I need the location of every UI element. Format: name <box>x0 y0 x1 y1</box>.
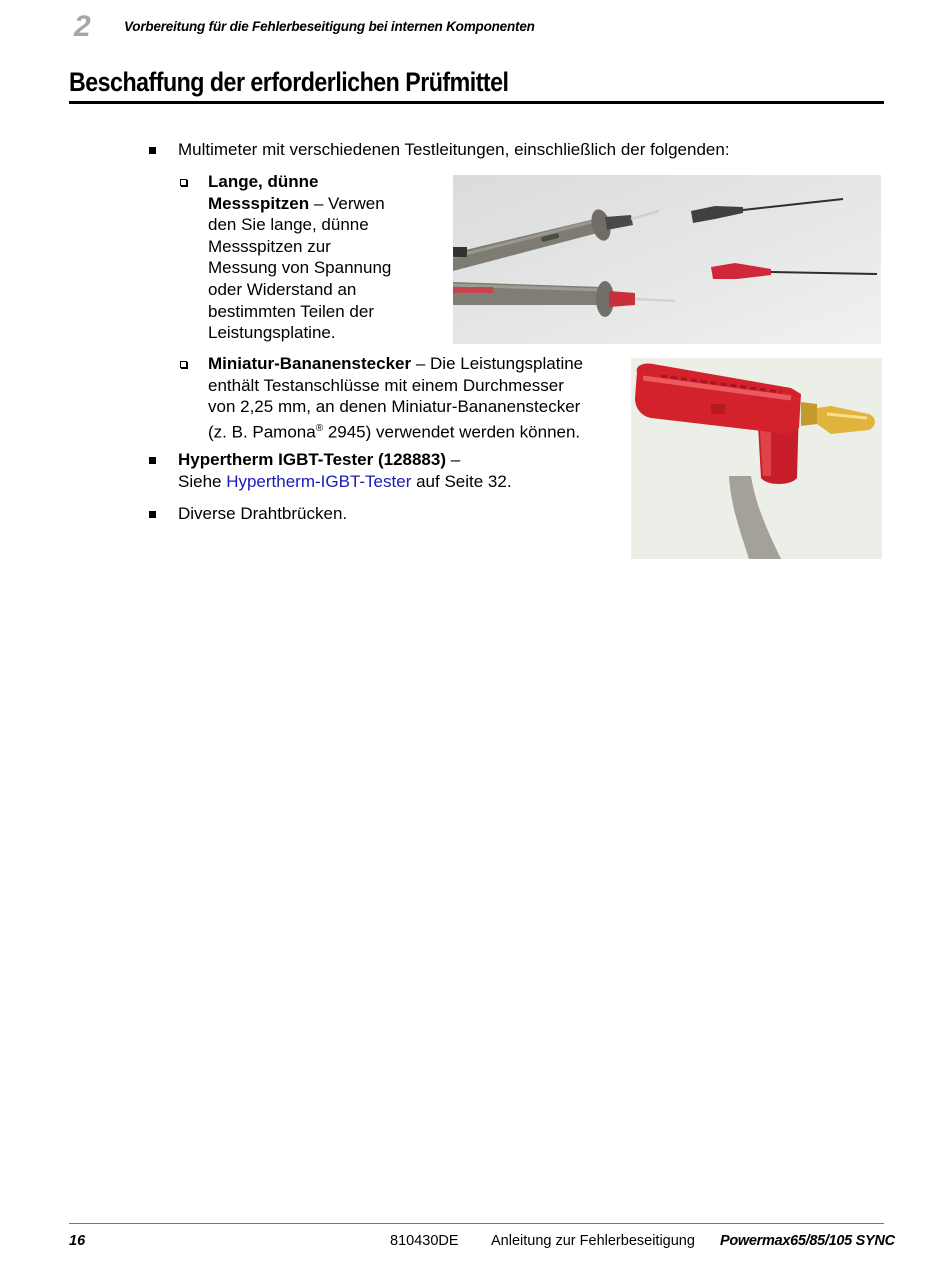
igbt-tester-link[interactable]: Hypertherm-IGBT-Tester <box>226 471 412 491</box>
banana-plug-photo <box>631 358 882 559</box>
banana-plugs-title: Miniatur-Bananenstecker <box>208 354 412 373</box>
long-probes-line: bestimmten Teilen der <box>208 301 374 321</box>
footer-product-name: Powermax65/85/105 SYNC <box>720 1233 895 1249</box>
bullet-box-icon <box>180 361 187 368</box>
chapter-number: 2 <box>74 10 91 43</box>
long-probes-line: den Sie lange, dünne <box>208 215 369 235</box>
title-rule <box>69 101 884 104</box>
long-probes-title-2: Messspitzen <box>208 193 310 213</box>
footer-guide-title: Anleitung zur Fehlerbeseitigung <box>491 1233 695 1249</box>
section-title: Beschaffung der erforderlichen Prüfmittel <box>69 67 509 97</box>
long-probes-line: – Verwen <box>309 193 385 213</box>
chapter-title: Vorbereitung für die Fehlerbeseitigung bei internen Komponenten <box>124 19 535 34</box>
long-probes-title-1: Lange, dünne <box>208 172 319 191</box>
long-probes-line: oder Widerstand an <box>208 279 357 299</box>
list-item-multimeter: Multimeter mit verschiedenen Testleitungen, einschließlich der folgenden: <box>178 140 730 159</box>
list-item-banana-plugs <box>208 353 583 443</box>
igbt-tester-prefix: Siehe <box>178 471 227 491</box>
banana-plugs-line: – Die Leistungsplatine <box>411 354 584 373</box>
bullet-square-icon <box>149 147 156 154</box>
banana-plugs-line: 2945) verwendet werden können. <box>323 422 581 442</box>
banana-plugs-line: (z. B. Pamona <box>208 422 316 442</box>
bullet-square-icon <box>149 511 156 518</box>
registered-mark: ® <box>315 422 324 434</box>
igbt-tester-dash: – <box>446 450 461 469</box>
banana-plugs-line: enthält Testanschlüsse mit einem Durchmesser <box>208 375 564 395</box>
list-item-igbt-tester <box>178 449 512 492</box>
bullet-square-icon <box>149 457 156 464</box>
bullet-box-icon <box>180 179 187 186</box>
long-probes-line: Messung von Spannung <box>208 258 392 278</box>
list-item-wire-jumpers: Diverse Drahtbrücken. <box>178 504 348 523</box>
long-probes-line: Leistungsplatine. <box>208 323 336 343</box>
footer-page-number: 16 <box>69 1233 86 1249</box>
list-item-long-probes <box>208 171 391 344</box>
footer-doc-number: 810430DE <box>390 1233 459 1249</box>
banana-plugs-line: von 2,25 mm, an denen Miniatur-Bananenstecker <box>208 397 581 417</box>
igbt-tester-title: Hypertherm IGBT-Tester (128883) <box>178 450 447 469</box>
long-probes-line: Messspitzen zur <box>208 236 331 256</box>
test-probes-photo <box>453 175 881 344</box>
footer-rule <box>69 1223 884 1224</box>
igbt-tester-suffix: auf Seite 32. <box>411 471 512 491</box>
